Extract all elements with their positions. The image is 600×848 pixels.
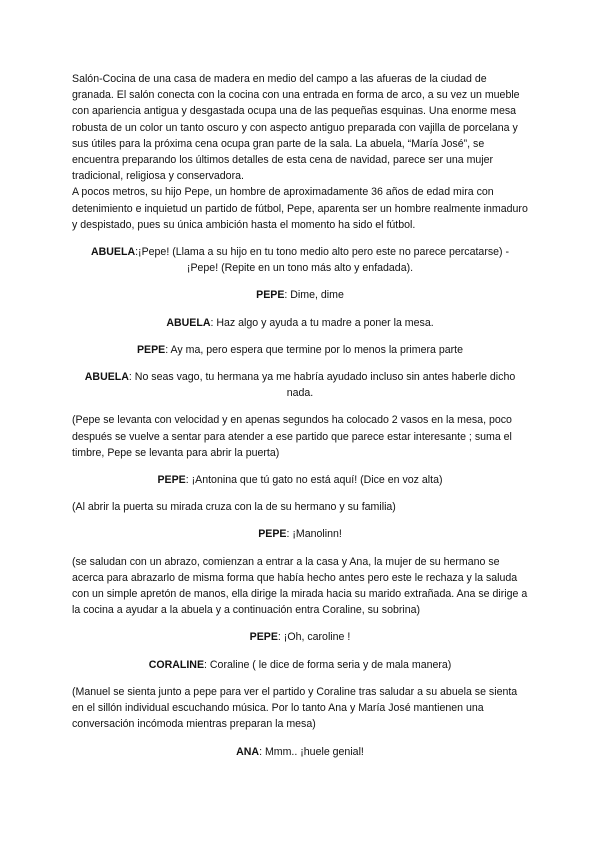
dialogue-line: PEPE: Ay ma, pero espera que termine por lo menos la primera parte	[136, 343, 464, 356]
speaker-name: PEPE	[136, 343, 166, 356]
dialogue-text: Haz algo y ayuda a tu madre a poner la mesa.	[216, 316, 434, 329]
speaker-name: PEPE	[157, 474, 186, 487]
dialogue-text: ¡Pepe! (Llama a su hijo en tu tono medio alto pero este no parece percatarse) - ¡Pepe! (Repite en un tono más alto y enfadada).	[138, 246, 510, 275]
dialogue-line: ANA: Mmm.. ¡huele genial!	[236, 745, 364, 758]
dialogue-text: No seas vago, tu hermana ya me habría ayudado incluso sin antes haberle dicho nada.	[134, 371, 516, 400]
scene-description-continued: A pocos metros, su hijo Pepe, un hombre de aproximadamente 36 años de edad mira con detenimiento e inquietud un partido de fútbol, Pepe, aparenta ser un hombre realmente inmaduro y despistado, pues su única ambición hasta el momento ha sido el fútbol.	[72, 186, 528, 231]
dialogue-text: Dime, dime	[290, 289, 344, 302]
speaker-name: ABUELA	[166, 316, 211, 329]
speaker-name: ANA	[236, 745, 260, 758]
dialogue-text: Coraline ( le dice de forma seria y de mala manera)	[209, 658, 452, 671]
dialogue-line: PEPE: ¡Manolinn!	[258, 528, 342, 541]
dialogue-line: PEPE: ¡Oh, caroline !	[249, 631, 351, 644]
speaker-name: ABUELA	[84, 371, 129, 384]
dialogue-line: ABUELA:¡Pepe! (Llama a su hijo en tu tono medio alto pero este no parece percatarse) - ¡Pepe! (Repite en un tono más alto y enfadada).	[90, 246, 510, 275]
dialogue-text: ¡Oh, caroline !	[283, 631, 351, 644]
speaker-name: PEPE	[258, 528, 287, 541]
dialogue-line: PEPE: Dime, dime	[256, 289, 344, 302]
dialogue-line: ABUELA: No seas vago, tu hermana ya me habría ayudado incluso sin antes haberle dicho nada.	[84, 371, 516, 400]
dialogue-text: ¡Antonina que tú gato no está aquí! (Dice en voz alta)	[191, 474, 443, 487]
stage-direction: (Al abrir la puerta su mirada cruza con la de su hermano y su familia)	[72, 501, 396, 514]
speaker-name: ABUELA	[90, 246, 136, 259]
speaker-name: PEPE	[249, 631, 278, 644]
stage-direction: (se saludan con un abrazo, comienzan a entrar a la casa y Ana, la mujer de su hermano se acerca para abrazarlo de misma forma que había hecho antes pero este le rechaza y la saluda con un simple apretón de manos, ella dirige la mirada hacia su marido extrañada. Ana se dirige a la cocina a ayudar a la abuela y a continuación entra Coraline, su sobrina)	[72, 555, 528, 617]
speaker-name: CORALINE	[148, 658, 205, 671]
dialogue-line: ABUELA: Haz algo y ayuda a tu madre a poner la mesa.	[166, 316, 434, 329]
stage-direction: (Manuel se sienta junto a pepe para ver el partido y Coraline tras saludar a su abuela se sienta en el sillón individual escuchando música. Por lo tanto Ana y María José mantienen una conversación incómoda mientras preparan la mesa)	[72, 685, 518, 731]
speaker-name: PEPE	[256, 289, 285, 302]
dialogue-text: Mmm.. ¡huele genial!	[264, 745, 364, 758]
dialogue-line: PEPE: ¡Antonina que tú gato no está aquí! (Dice en voz alta)	[157, 474, 443, 487]
dialogue-text: Ay ma, pero espera que termine por lo menos la primera parte	[170, 343, 464, 356]
script-body	[72, 71, 528, 760]
dialogue-line: CORALINE: Coraline ( le dice de forma seria y de mala manera)	[148, 658, 452, 671]
stage-direction: (Pepe se levanta con velocidad y en apenas segundos ha colocado 2 vasos en la mesa, poco después se vuelve a sentar para atender a ese partido que parece estar interesante ; suma el timbre, Pepe se levanta para abrir la puerta)	[72, 414, 512, 459]
scene-description: Salón-Cocina de una casa de madera en medio del campo a las afueras de la ciudad de granada. El salón conecta con la cocina con una entrada en forma de arco, a su vez un mueble con apariencia antigua y desgastada ocupa una de las pequeñas esquinas. Una enorme mesa robusta de un color un tanto oscuro y con aspecto antiguo preparada con vajilla de porcelana y sus útiles para la próxima cena ocupa gran parte de la sala. La abuela, “María José”, se encuentra preparando los últimos detalles de esta cena de navidad, parece ser una mujer tradicional, religiosa y conservadora.	[72, 73, 520, 183]
dialogue-text: ¡Manolinn!	[292, 528, 342, 541]
